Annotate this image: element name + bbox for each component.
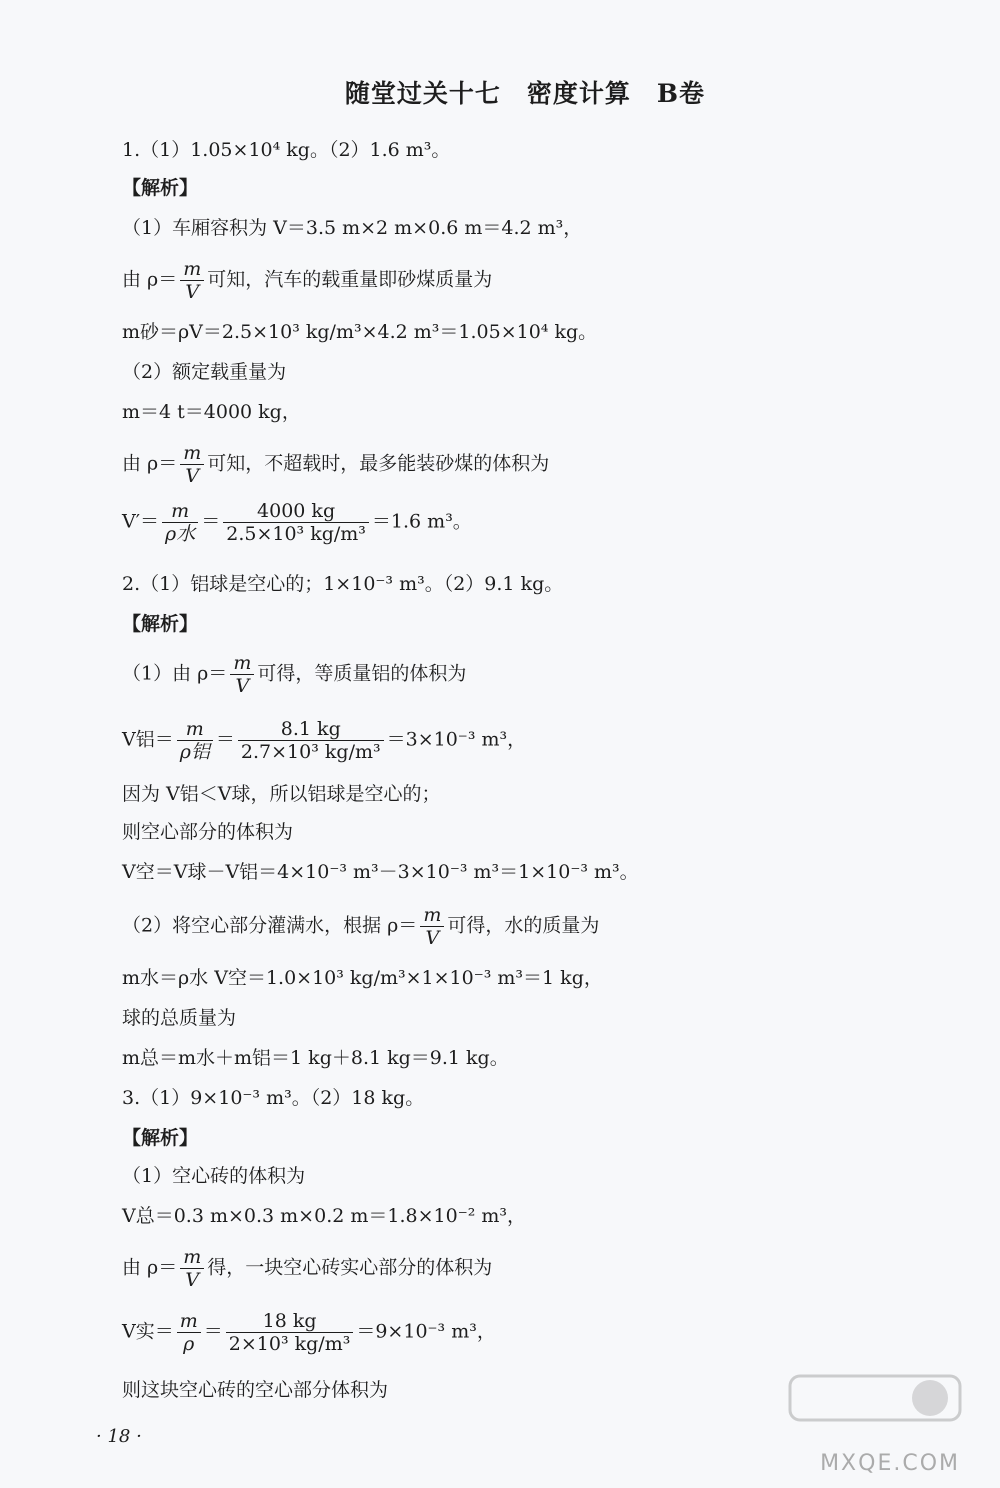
q1-line6 (122, 442, 549, 487)
fraction-numerator: m (179, 1310, 198, 1332)
rho-formula-fraction (230, 652, 254, 697)
fraction-numerator: m (183, 258, 202, 280)
q2-line1-pre: （1）由 ρ＝ (122, 662, 228, 685)
q2-line3: 因为 V铝＜V球，所以铝球是空心的； (122, 783, 441, 805)
fraction-denominator: ρ水 (162, 522, 198, 545)
q1-line2-post: 可知，汽车的载重量即砂煤质量为 (207, 268, 493, 291)
q2-analysis-label: 【解析】 (122, 613, 199, 635)
q2-answer: 2.（1）铝球是空心的；1×10⁻³ m³。（2）9.1 kg。 (122, 573, 564, 595)
fraction-numerator: m (233, 652, 252, 674)
rho-formula-fraction (180, 258, 204, 303)
rho-formula-fraction (180, 442, 204, 487)
fraction-denominator: V (230, 674, 254, 697)
fraction-denominator: V (180, 280, 204, 303)
q2-line8: 球的总质量为 (122, 1007, 237, 1029)
fraction-numerator: m (183, 442, 202, 464)
q1-line6-post: 可知，不超载时，最多能装砂煤的体积为 (207, 452, 550, 475)
q3-line1: （1）空心砖的体积为 (122, 1165, 306, 1187)
q2-line2-post: ＝3×10⁻³ m³， (386, 728, 527, 751)
q3-line2: V总＝0.3 m×0.3 m×0.2 m＝1.8×10⁻² m³， (122, 1205, 527, 1227)
q2-line1 (122, 652, 466, 697)
q2-line7: m水＝ρ水 V空＝1.0×10³ kg/m³×1×10⁻³ m³＝1 kg， (122, 967, 603, 989)
q1-line2-pre: 由 ρ＝ (122, 268, 178, 291)
q1-line1: （1）车厢容积为 V＝3.5 m×2 m×0.6 m＝4.2 m³， (122, 217, 583, 239)
q3-line4-pre: V实＝ (122, 1320, 174, 1343)
q2-line9: m总＝m水＋m铝＝1 kg＋8.1 kg＝9.1 kg。 (122, 1047, 509, 1069)
q1-line2 (122, 258, 492, 303)
fraction-numerator: m (171, 500, 190, 522)
fraction-numerator: m (185, 718, 204, 740)
q3-line3-pre: 由 ρ＝ (122, 1256, 178, 1279)
q3-line4: V实＝ $\frac{m}{\rho}$ ＝ $\frac{18 kg}{\text{2×10³ kg/m³}}$ ＝9×10⁻³ m³， (122, 1310, 496, 1355)
q3-answer: 3.（1）9×10⁻³ m³。（2）18 kg。 (122, 1087, 425, 1109)
fraction-denominator: V (180, 464, 204, 487)
fraction-numerator: 18 kg (262, 1310, 317, 1332)
q3-line3 (122, 1246, 492, 1291)
fraction-numerator: 8.1 kg (280, 718, 341, 740)
q1-line7: V′＝ $\frac{m}{\text{ρ水}}$ ＝ $\frac{4000 kg}{\text{2.5×10³ kg/m³}}$ ＝1.6 m³。 (122, 500, 472, 545)
q2-line2: V铝＝ $\frac{m}{\text{ρ铝}}$ ＝ $\frac{8.1 kg}{\text{2.7×10³ kg/m³}}$ ＝3×10⁻³ m³， (122, 718, 527, 763)
q1-line7-post: ＝1.6 m³。 (371, 510, 472, 533)
q1-line4: （2）额定载重量为 (122, 361, 287, 383)
fraction-denominator: V (420, 926, 444, 949)
q3-line4-post: ＝9×10⁻³ m³， (356, 1320, 496, 1343)
fraction-denominator: 2.5×10³ kg/m³ (223, 522, 369, 545)
fraction-numerator: m (423, 904, 442, 926)
page-title: 随堂过关十七 密度计算 B卷 (344, 79, 706, 108)
q1-line5: m＝4 t＝4000 kg， (122, 401, 301, 423)
value-fraction (223, 500, 369, 545)
fraction-denominator: 2.7×10³ kg/m³ (238, 740, 384, 763)
q3-line5: 则这块空心砖的空心部分体积为 (122, 1379, 389, 1401)
q2-line4: 则空心部分的体积为 (122, 821, 294, 843)
value-fraction (238, 718, 384, 763)
q2-line1-post: 可得，等质量铝的体积为 (257, 662, 467, 685)
q2-line6 (122, 904, 599, 949)
watermark-text: MXQE.COM (820, 1451, 960, 1476)
q1-line7-pre: V′＝ (122, 510, 160, 533)
m-over-rho-fraction (177, 718, 213, 763)
fraction-numerator: 4000 kg (257, 500, 336, 522)
fraction-denominator: V (180, 1268, 204, 1291)
q2-line6-pre: （2）将空心部分灌满水，根据 ρ＝ (122, 914, 418, 937)
q1-line6-pre: 由 ρ＝ (122, 452, 178, 475)
fraction-denominator: 2×10³ kg/m³ (226, 1332, 354, 1355)
rho-formula-fraction (420, 904, 444, 949)
q2-line5: V空＝V球－V铝＝4×10⁻³ m³－3×10⁻³ m³＝1×10⁻³ m³。 (122, 861, 639, 883)
page-number: · 18 · (96, 1426, 142, 1447)
fraction-denominator: ρ铝 (177, 740, 213, 763)
rho-formula-fraction (180, 1246, 204, 1291)
q3-line3-post: 得，一块空心砖实心部分的体积为 (207, 1256, 493, 1279)
q1-analysis-label: 【解析】 (122, 177, 199, 199)
q1-line3: m砂＝ρV＝2.5×10³ kg/m³×4.2 m³＝1.05×10⁴ kg。 (122, 321, 598, 343)
q1-answer: 1.（1）1.05×10⁴ kg。（2）1.6 m³。 (122, 139, 451, 161)
value-fraction (226, 1310, 354, 1355)
fraction-numerator: m (183, 1246, 202, 1268)
fraction-denominator: ρ (177, 1332, 201, 1355)
q3-analysis-label: 【解析】 (122, 1127, 199, 1149)
q2-line6-post: 可得，水的质量为 (447, 914, 600, 937)
q2-line2-pre: V铝＝ (122, 728, 174, 751)
m-over-rho-fraction (162, 500, 198, 545)
watermark-logo (780, 1368, 970, 1448)
m-over-rho-fraction (177, 1310, 201, 1355)
